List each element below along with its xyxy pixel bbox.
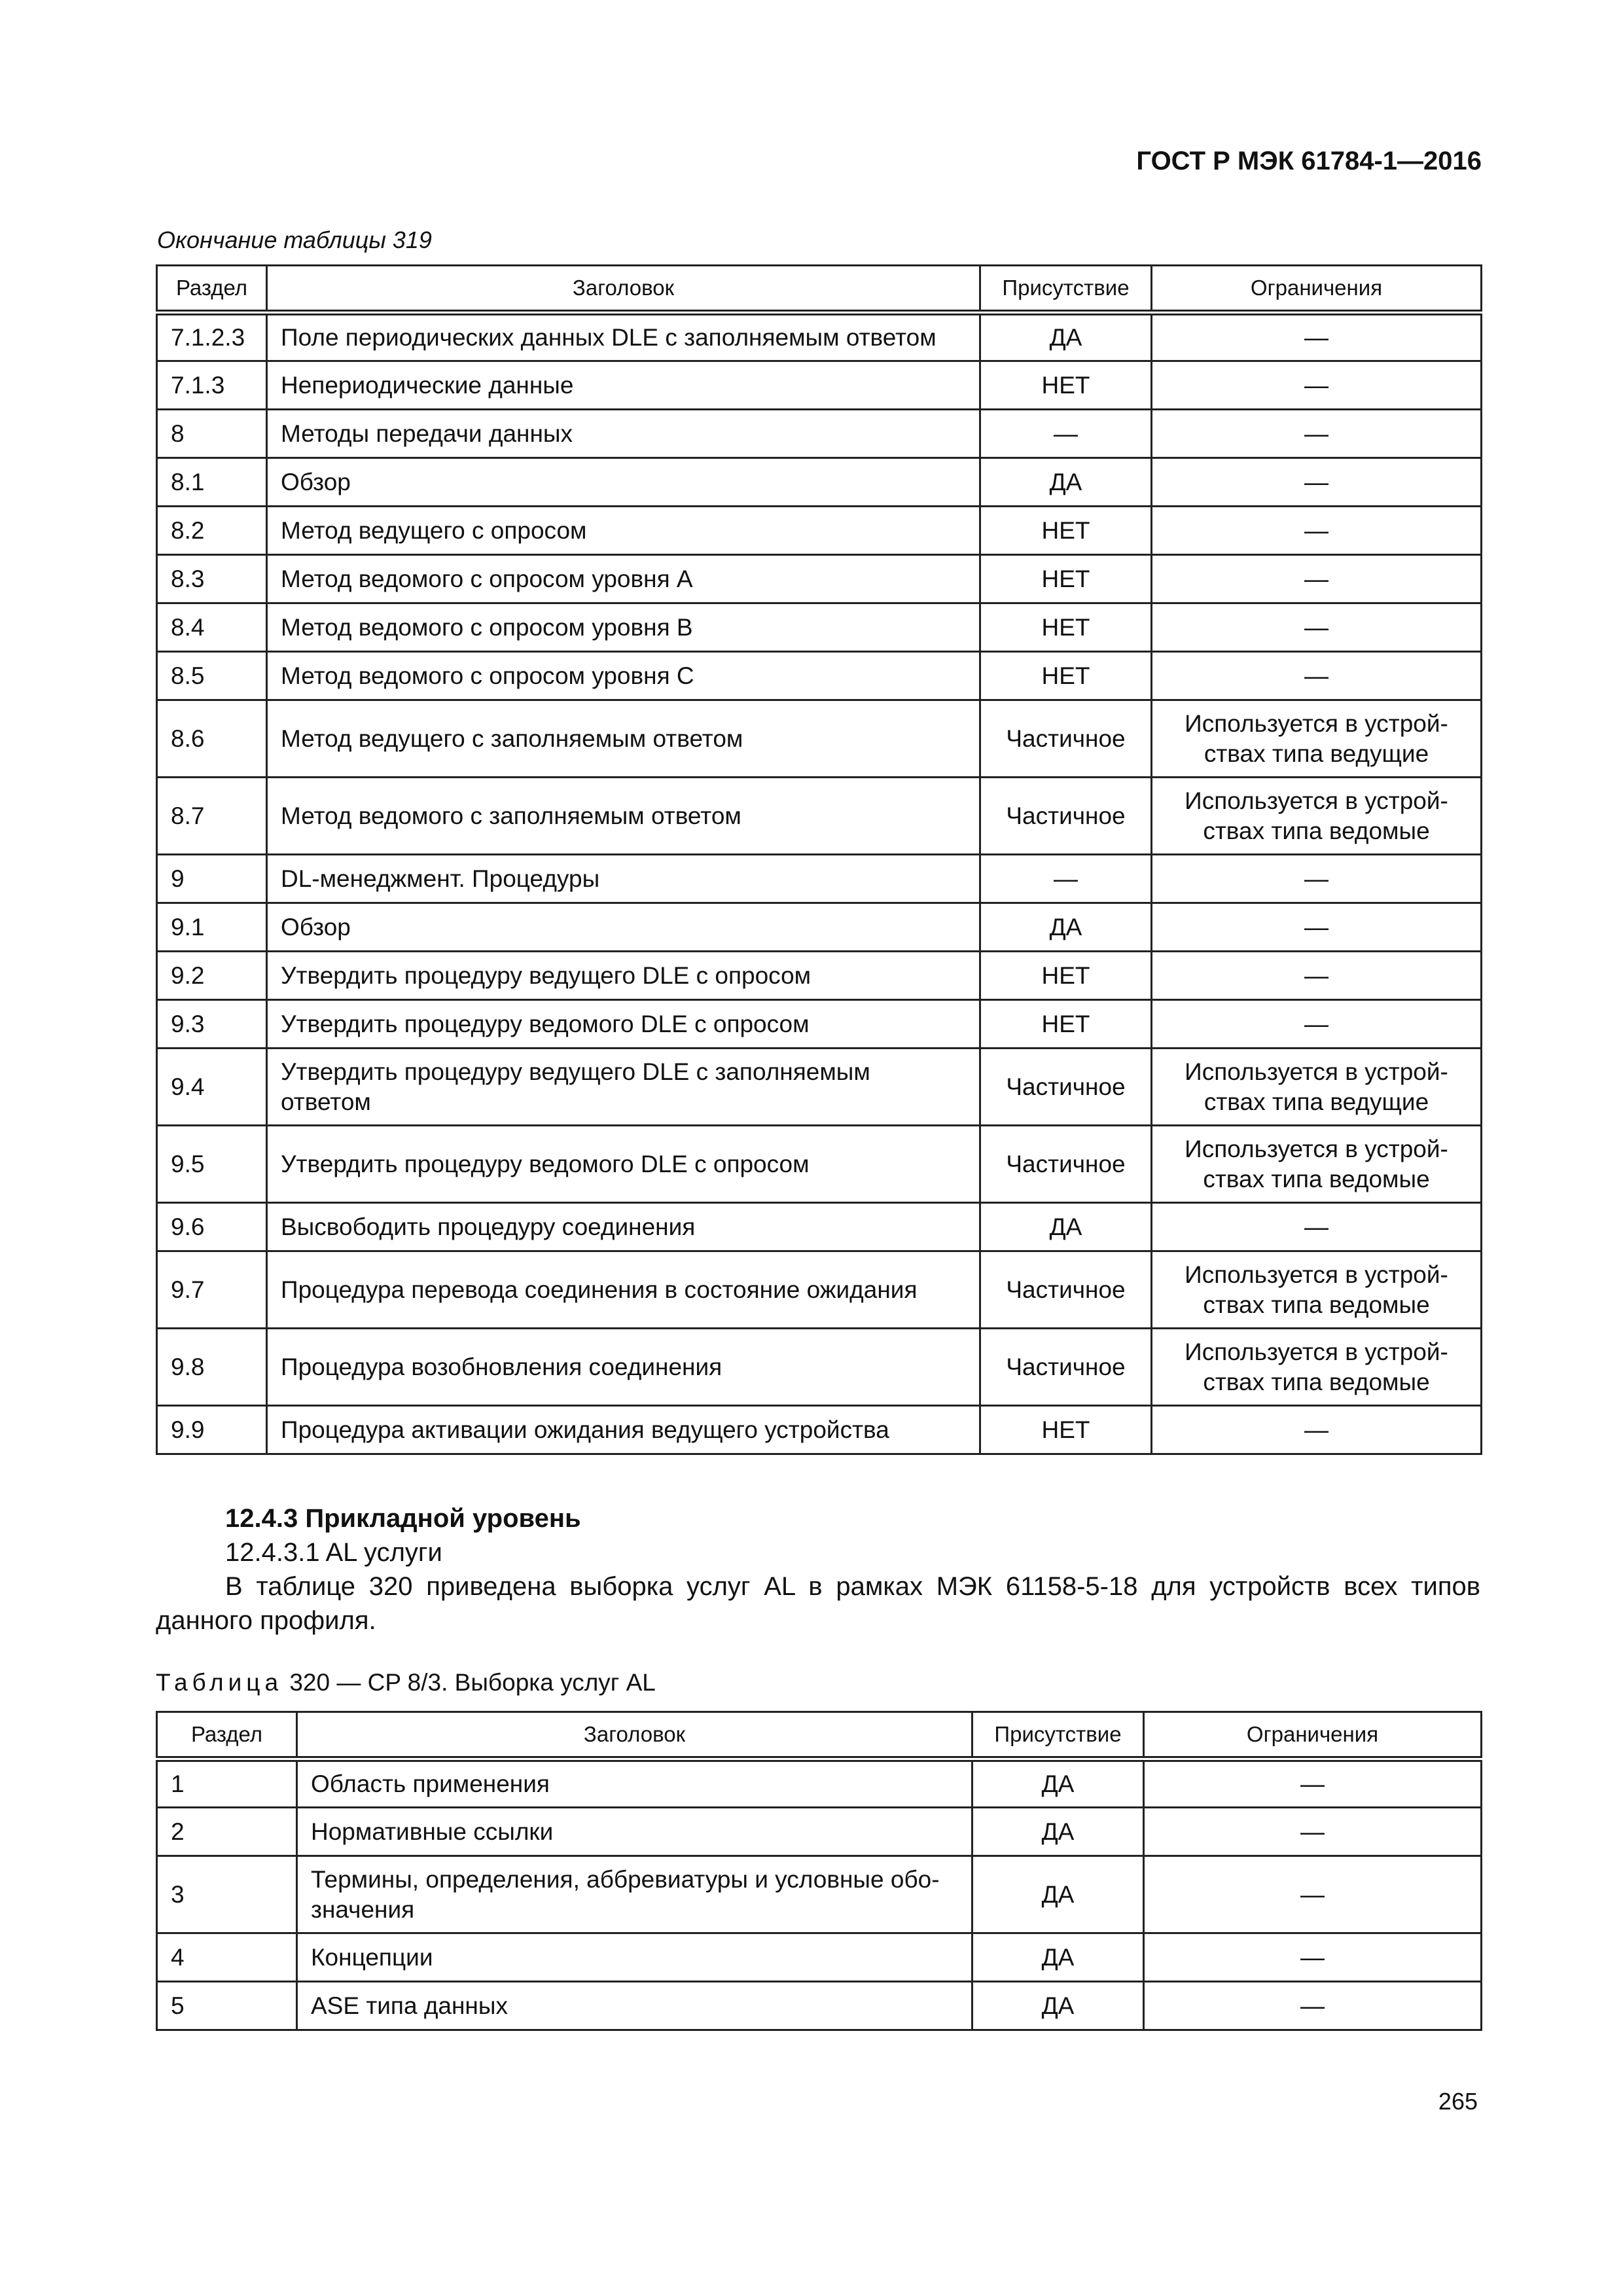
- cell-section: 7.1.3: [157, 361, 267, 410]
- table-header-row: [157, 1712, 1482, 1759]
- cell-presence: НЕТ: [980, 1000, 1152, 1049]
- table-row: [157, 700, 1482, 778]
- table-row: [157, 603, 1482, 652]
- table-row: [157, 1126, 1482, 1203]
- cell-title: Процедура возобновления соединения: [267, 1329, 980, 1406]
- table-row: [157, 1808, 1482, 1856]
- col-header-limits: Ограничения: [1152, 266, 1482, 313]
- cell-title: Высвободить процедуру соединения: [267, 1203, 980, 1251]
- table-320: [156, 1711, 1482, 2031]
- cell-title: Метод ведомого с опросом уровня B: [267, 603, 980, 652]
- table-319-body: [157, 313, 1482, 1454]
- table-row: [157, 652, 1482, 700]
- col-header-presence: Присутствие: [972, 1712, 1144, 1759]
- cell-presence: Частичное: [980, 778, 1152, 855]
- cell-title: Методы передачи данных: [267, 410, 980, 458]
- table-row: [157, 1982, 1482, 2030]
- table-319-caption: Окончание таблицы 319: [157, 226, 432, 253]
- col-header-section: Раздел: [157, 1712, 297, 1759]
- cell-limits: Используется в устрой-ствах типа ведомые: [1152, 1126, 1482, 1203]
- cell-title: Метод ведущего с заполняемым ответом: [267, 700, 980, 778]
- cell-section: 9.1: [157, 903, 267, 952]
- cell-section: 9.2: [157, 952, 267, 1000]
- table-row: [157, 458, 1482, 507]
- cell-title: Обзор: [267, 903, 980, 952]
- cell-limits: —: [1152, 603, 1482, 652]
- cell-limits: —: [1144, 1808, 1482, 1856]
- table-320-body: [157, 1759, 1482, 2030]
- standard-code: ГОСТ Р МЭК 61784-1—2016: [1136, 147, 1482, 175]
- cell-limits: Используется в устрой-ствах типа ведущие: [1152, 1049, 1482, 1126]
- cell-section: 8.5: [157, 652, 267, 700]
- cell-presence: ДА: [972, 1759, 1144, 1808]
- table-row: [157, 555, 1482, 603]
- cell-title: Утвердить процедуру ведущего DLE с заполняемым ответом: [267, 1049, 980, 1126]
- col-header-limits: Ограничения: [1144, 1712, 1482, 1759]
- cell-presence: НЕТ: [980, 361, 1152, 410]
- cell-limits: —: [1152, 507, 1482, 555]
- cell-section: 5: [157, 1982, 297, 2030]
- cell-title: Процедура активации ожидания ведущего устройства: [267, 1406, 980, 1454]
- table-row: [157, 1856, 1482, 1933]
- cell-title: Концепции: [297, 1933, 972, 1982]
- cell-title: DL-менеджмент. Процедуры: [267, 855, 980, 903]
- cell-section: 8.7: [157, 778, 267, 855]
- table-row: [157, 778, 1482, 855]
- cell-presence: НЕТ: [980, 652, 1152, 700]
- cell-presence: ДА: [972, 1933, 1144, 1982]
- cell-presence: ДА: [980, 458, 1152, 507]
- cell-section: 2: [157, 1808, 297, 1856]
- cell-title: ASE типа данных: [297, 1982, 972, 2030]
- cell-limits: Используется в устрой-ствах типа ведущие: [1152, 700, 1482, 778]
- cell-limits: —: [1152, 313, 1482, 361]
- table-row: [157, 1203, 1482, 1251]
- cell-limits: —: [1144, 1759, 1482, 1808]
- cell-limits: —: [1152, 952, 1482, 1000]
- cell-title: Утвердить процедуру ведущего DLE с опросом: [267, 952, 980, 1000]
- cell-presence: —: [980, 410, 1152, 458]
- cell-limits: —: [1144, 1856, 1482, 1933]
- cell-presence: Частичное: [980, 700, 1152, 778]
- cell-section: 3: [157, 1856, 297, 1933]
- cell-presence: НЕТ: [980, 1406, 1152, 1454]
- cell-section: 4: [157, 1933, 297, 1982]
- cell-presence: ДА: [972, 1856, 1144, 1933]
- cell-section: 9.5: [157, 1126, 267, 1203]
- table-row: [157, 1251, 1482, 1329]
- cell-presence: Частичное: [980, 1251, 1152, 1329]
- cell-section: 8: [157, 410, 267, 458]
- cell-limits: —: [1144, 1982, 1482, 2030]
- cell-limits: —: [1152, 903, 1482, 952]
- cell-limits: —: [1152, 555, 1482, 603]
- table-320-caption-label: Таблица: [156, 1669, 283, 1696]
- cell-title: Нормативные ссылки: [297, 1808, 972, 1856]
- cell-title: Непериодические данные: [267, 361, 980, 410]
- table-row: [157, 1406, 1482, 1454]
- table-row: [157, 1329, 1482, 1406]
- cell-limits: —: [1152, 1000, 1482, 1049]
- cell-section: 9.4: [157, 1049, 267, 1126]
- cell-section: 8.2: [157, 507, 267, 555]
- cell-section: 9.9: [157, 1406, 267, 1454]
- cell-limits: Используется в устрой-ствах типа ведомые: [1152, 1251, 1482, 1329]
- cell-limits: —: [1144, 1933, 1482, 1982]
- cell-section: 7.1.2.3: [157, 313, 267, 361]
- cell-presence: ДА: [980, 1203, 1152, 1251]
- table-row: [157, 1049, 1482, 1126]
- cell-section: 1: [157, 1759, 297, 1808]
- table-row: [157, 1000, 1482, 1049]
- col-header-section: Раздел: [157, 266, 267, 313]
- cell-limits: —: [1152, 458, 1482, 507]
- cell-presence: ДА: [980, 313, 1152, 361]
- cell-limits: —: [1152, 361, 1482, 410]
- cell-section: 8.4: [157, 603, 267, 652]
- table-row: [157, 1933, 1482, 1982]
- cell-presence: Частичное: [980, 1049, 1152, 1126]
- cell-limits: —: [1152, 1203, 1482, 1251]
- table-row: [157, 952, 1482, 1000]
- table-row: [157, 313, 1482, 361]
- cell-presence: ДА: [972, 1808, 1144, 1856]
- cell-presence: НЕТ: [980, 507, 1152, 555]
- cell-section: 9.3: [157, 1000, 267, 1049]
- cell-presence: НЕТ: [980, 603, 1152, 652]
- cell-presence: НЕТ: [980, 952, 1152, 1000]
- cell-section: 9.8: [157, 1329, 267, 1406]
- cell-title: Поле периодических данных DLE с заполняемым ответом: [267, 313, 980, 361]
- subsection-heading: 12.4.3.1 AL услуги: [225, 1538, 442, 1567]
- cell-title: Метод ведомого с опросом уровня A: [267, 555, 980, 603]
- table-row: [157, 855, 1482, 903]
- col-header-presence: Присутствие: [980, 266, 1152, 313]
- cell-title: Область применения: [297, 1759, 972, 1808]
- col-header-title: Заголовок: [297, 1712, 972, 1759]
- cell-section: 9: [157, 855, 267, 903]
- cell-limits: Используется в устрой-ствах типа ведомые: [1152, 778, 1482, 855]
- cell-section: 8.6: [157, 700, 267, 778]
- cell-limits: —: [1152, 855, 1482, 903]
- cell-title: Процедура перевода соединения в состояние ожидания: [267, 1251, 980, 1329]
- cell-section: 9.7: [157, 1251, 267, 1329]
- cell-title: Метод ведомого с опросом уровня C: [267, 652, 980, 700]
- table-row: [157, 410, 1482, 458]
- cell-presence: —: [980, 855, 1152, 903]
- cell-title: Обзор: [267, 458, 980, 507]
- table-320-caption: [156, 1669, 656, 1696]
- cell-title: Метод ведомого с заполняемым ответом: [267, 778, 980, 855]
- cell-title: Утвердить процедуру ведомого DLE с опросом: [267, 1000, 980, 1049]
- body-paragraph: В таблице 320 приведена выборка услуг AL в рамках МЭК 61158-5-18 для устройств всех типов данного профиля.: [156, 1572, 1480, 1635]
- cell-presence: НЕТ: [980, 555, 1152, 603]
- table-320-caption-text: 320 — CP 8/3. Выборка услуг AL: [289, 1669, 656, 1696]
- table-row: [157, 361, 1482, 410]
- cell-section: 8.3: [157, 555, 267, 603]
- cell-limits: —: [1152, 410, 1482, 458]
- cell-limits: Используется в устрой-ствах типа ведомые: [1152, 1329, 1482, 1406]
- cell-presence: Частичное: [980, 1329, 1152, 1406]
- section-heading: 12.4.3 Прикладной уровень: [225, 1504, 581, 1533]
- cell-limits: —: [1152, 652, 1482, 700]
- cell-section: 8.1: [157, 458, 267, 507]
- cell-title: Утвердить процедуру ведомого DLE с опросом: [267, 1126, 980, 1203]
- col-header-title: Заголовок: [267, 266, 980, 313]
- cell-title: Метод ведущего с опросом: [267, 507, 980, 555]
- cell-limits: —: [1152, 1406, 1482, 1454]
- table-row: [157, 507, 1482, 555]
- table-319: [156, 264, 1482, 1455]
- cell-presence: Частичное: [980, 1126, 1152, 1203]
- cell-section: 9.6: [157, 1203, 267, 1251]
- table-header-row: [157, 266, 1482, 313]
- page-number: 265: [1438, 2088, 1478, 2115]
- cell-title: Термины, определения, аббревиатуры и условные обо-значения: [297, 1856, 972, 1933]
- table-row: [157, 1759, 1482, 1808]
- cell-presence: ДА: [980, 903, 1152, 952]
- cell-presence: ДА: [972, 1982, 1144, 2030]
- table-row: [157, 903, 1482, 952]
